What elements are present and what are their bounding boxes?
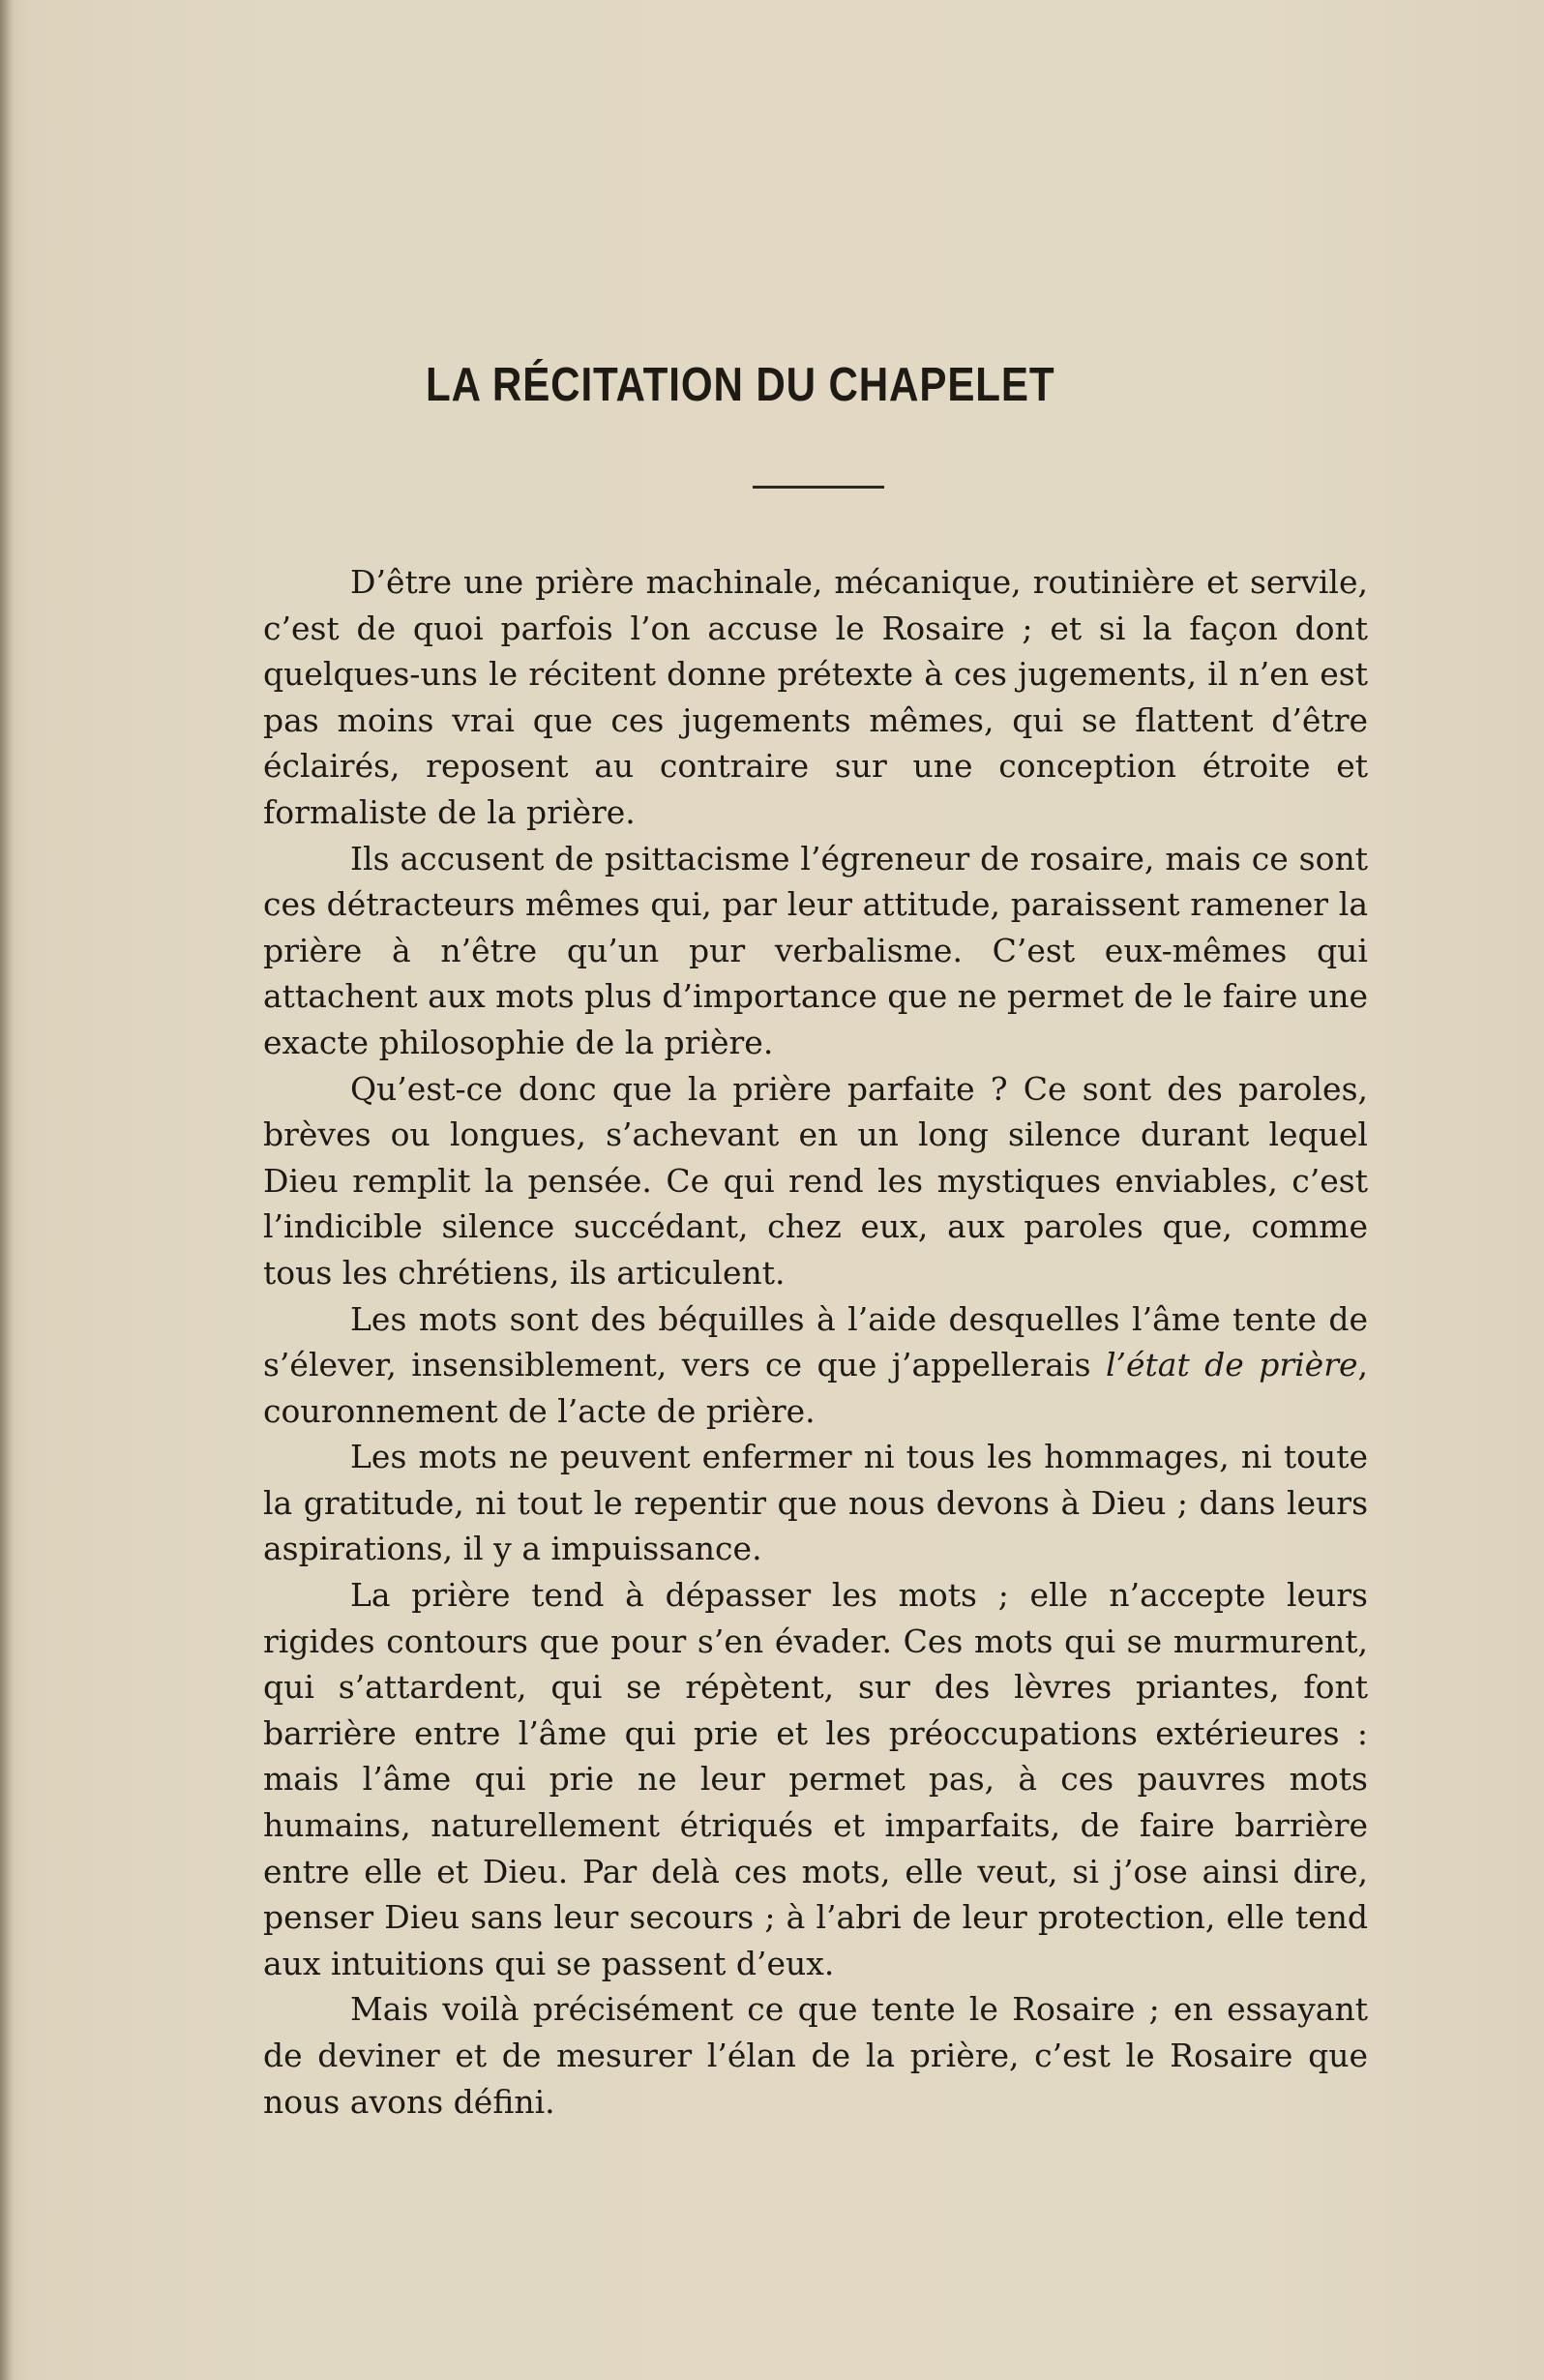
paragraph-1: D’être une prière machinale, mécanique, routinière et servile, c’est de quoi parfois l’on accuse le Rosaire ; et si la façon dont quelques-uns le récitent donne prétexte à ces jugements, il n’en est pas moins vrai que ces jugements mêmes, qui se flattent d’être éclairés, reposent au contraire sur une conception étroite et formaliste de la prière. xyxy=(263,563,1368,831)
paragraph-2: Ils accusent de psittacisme l’égreneur de rosaire, mais ce sont ces détracteurs mêmes qui, par leur attitude, paraissent ramener la prière à n’être qu’un pur verbalisme. C’est eux-mêmes qui attachent aux mots plus d’importance que ne permet de le faire une exacte philosophie de la prière. xyxy=(263,839,1368,1061)
paragraph-5: Les mots ne peuvent enfermer ni tous les hommages, ni toute la gratitude, ni tout le repentir que nous devons à Dieu ; dans leurs aspirations, il y a impuissance. xyxy=(263,1438,1368,1568)
binding-shadow xyxy=(0,0,14,2380)
paragraph-4 xyxy=(263,1296,1368,1435)
paragraph-4-after: , couronnement de l’acte de prière. xyxy=(263,1346,1368,1430)
article-body xyxy=(263,559,1368,2125)
paragraph-6: La prière tend à dépasser les mots ; elle n’accepte leurs rigides contours que pour s’en évader. Ces mots qui se murmurent, qui s’attardent, qui se répètent, sur des lèvres priantes, font barrière entre l’âme qui prie et les préoccupations extérieures : mais l’âme qui prie ne leur permet pas, à ces pauvres mots humains, naturellement étriqués et imparfaits, de faire barrière entre elle et Dieu. Par delà ces mots, elle veut, si j’ose ainsi dire, penser Dieu sans leur secours ; à l’abri de leur protection, elle tend aux intuitions qui se passent d’eux. xyxy=(263,1576,1368,1982)
title-divider xyxy=(753,486,884,489)
paragraph-4-before: Les mots sont des béquilles à l’aide desquelles l’âme tente de s’élever, insensiblement, vers ce que j’appellerais xyxy=(263,1299,1368,1384)
paragraph-3: Qu’est-ce donc que la prière parfaite ? Ce sont des paroles, brèves ou longues, s’achevant en un long silence durant lequel Dieu remplit la pensée. Ce qui rend les mystiques enviables, c’est l’indicible silence succédant, chez eux, aux paroles que, comme tous les chrétiens, ils articulent. xyxy=(263,1069,1368,1292)
paragraph-7: Mais voilà précisément ce que tente le Rosaire ; en essayant de deviner et de mesurer l’élan de la prière, c’est le Rosaire que nous avons défini. xyxy=(263,1990,1368,2121)
page-title: LA RÉCITATION DU CHAPELET xyxy=(426,359,1055,411)
paragraph-4-italic: l’état de prière xyxy=(1105,1346,1358,1384)
